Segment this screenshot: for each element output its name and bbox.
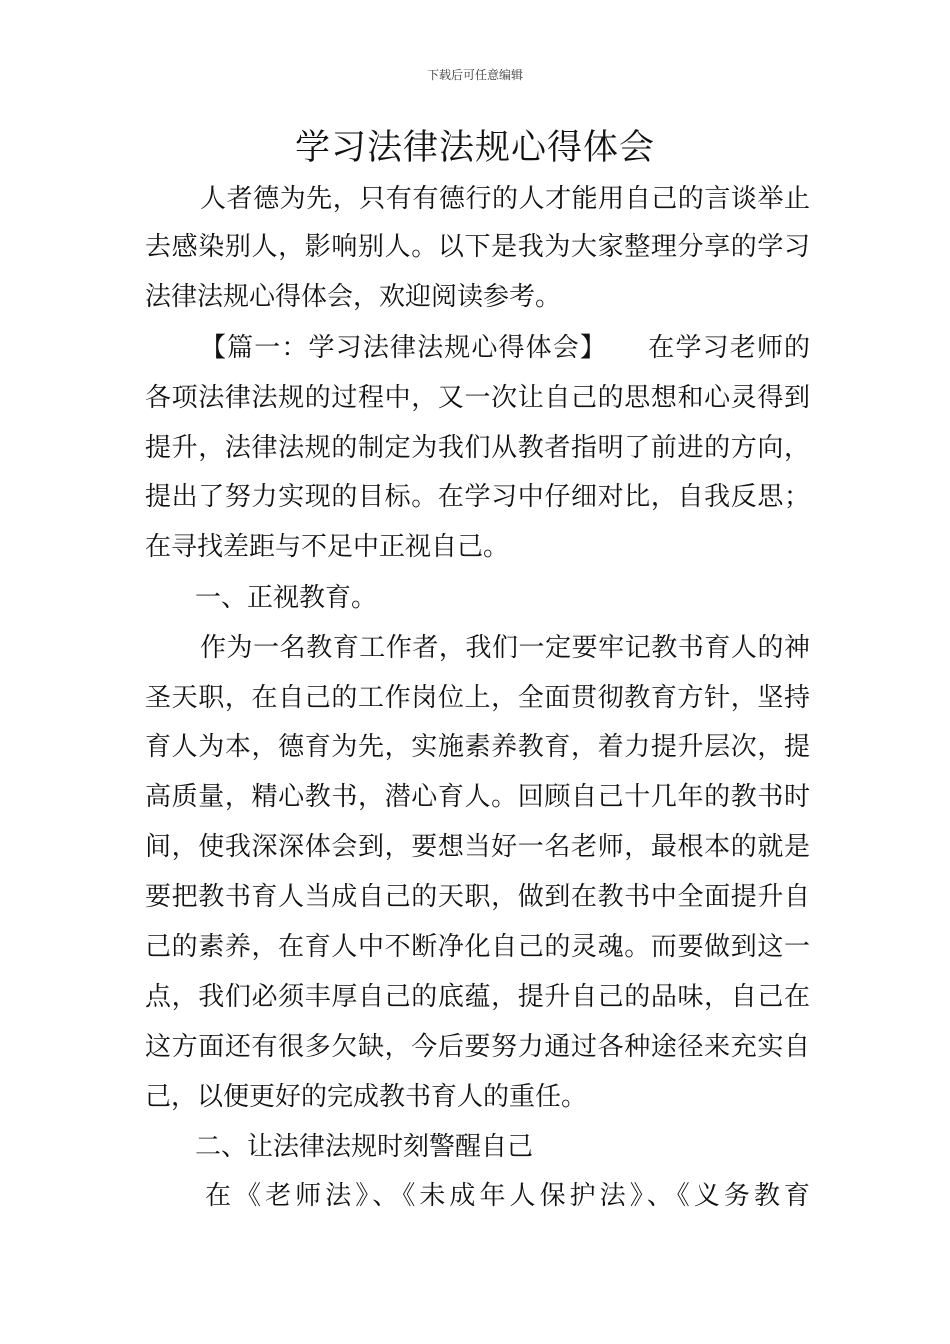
document-title: 学习法律法规心得体会 [294,128,655,168]
paragraph-line: 法律法规心得体会，欢迎阅读参考。 [145,282,562,312]
paragraph-line: 育人为本，德育为先，实施素养教育，着力提升层次，提 [145,732,810,762]
paragraph-line: 己的素养，在育人中不断净化自己的灵魂。而要做到这一 [145,932,810,962]
paragraph-line: 各项法律法规的过程中，又一次让自己的思想和心灵得到 [145,383,810,413]
subheading-line: 一、正视教育。 [195,583,378,613]
paragraph-line: 圣天职，在自己的工作岗位上，全面贯彻教育方针，坚持 [145,683,810,713]
paragraph-line: 提出了努力实现的目标。在学习中仔细对比，自我反思； [145,482,810,512]
page-header-note: 下载后可任意编辑 [426,68,523,82]
paragraph-line: 在《老师法》、《未成年人保护法》、《义务教育 [205,1181,810,1211]
paragraph-line: 间，使我深深体会到，要想当好一名老师，最根本的就是 [145,832,810,862]
paragraph-line: 点，我们必须丰厚自己的底蕴，提升自己的品味，自己在 [145,982,810,1012]
paragraph-line: 人者德为先，只有有德行的人才能用自己的言谈举止 [200,184,810,214]
paragraph-line: 在寻找差距与不足中正视自己。 [145,532,510,562]
paragraph-line: 高质量，精心教书，潜心育人。回顾自己十几年的教书时 [145,782,810,812]
paragraph-line: 己，以便更好的完成教书育人的重任。 [145,1082,588,1112]
paragraph-line: 去感染别人，影响别人。以下是我为大家整理分享的学习 [145,232,810,262]
paragraph-line: 这方面还有很多欠缺，今后要努力通过各种途径来充实自 [145,1032,810,1062]
paragraph-line: 作为一名教育工作者，我们一定要牢记教书育人的神 [200,633,810,663]
subheading-line: 二、让法律法规时刻警醒自己 [195,1132,534,1162]
paragraph-line: 提升，法律法规的制定为我们从教者指明了前进的方向， [145,433,810,463]
section-heading-line: 【篇一：学习法律法规心得体会】 在学习老师的 [200,333,810,363]
paragraph-line: 要把教书育人当成自己的天职，做到在教书中全面提升自 [145,882,810,912]
